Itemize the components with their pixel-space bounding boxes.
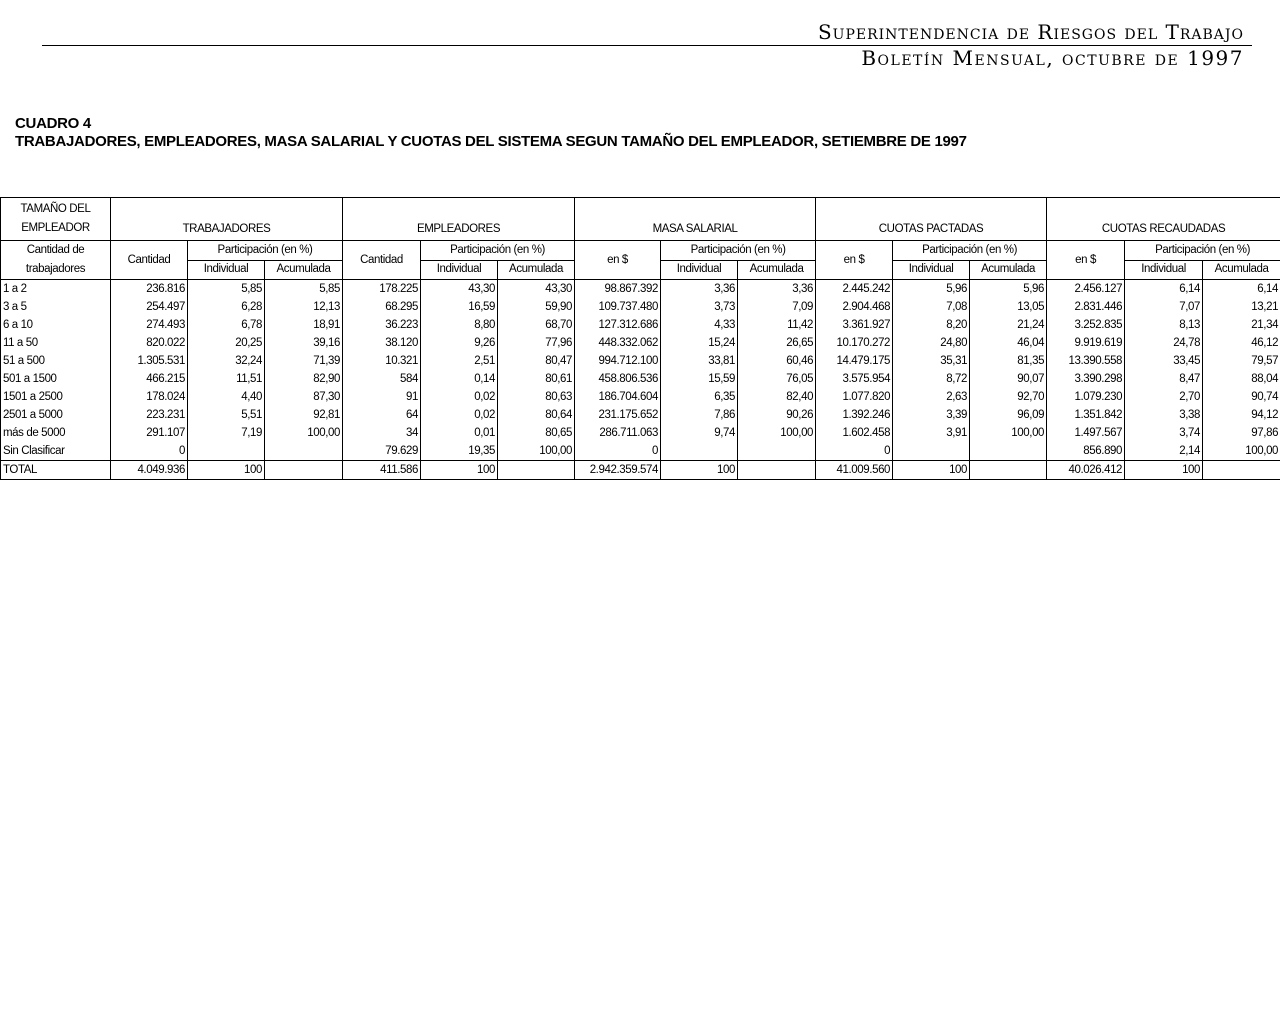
total-cell: 2.942.359.574 [575,461,661,480]
table-cell: 76,05 [738,370,816,388]
table-cell: 7,09 [738,298,816,316]
table-cell: 26,65 [738,334,816,352]
total-cell [265,461,343,480]
table-cell: 8,80 [421,316,498,334]
table-cell [661,442,738,461]
table-cell: 274.493 [111,316,188,334]
table-cell: 3,39 [893,406,970,424]
header-participacion: Participación (en %) [421,241,575,261]
header-cantidad: Cantidad [111,241,188,280]
table-cell: 10.321 [343,352,421,370]
table-cell: 90,07 [970,370,1047,388]
table-cell: 64 [343,406,421,424]
header-acumulada: Acumulada [738,260,816,280]
table-cell: 3.252.835 [1047,316,1125,334]
table-cell: 2.831.446 [1047,298,1125,316]
row-label: 6 a 10 [1,316,111,334]
header-individual: Individual [661,260,738,280]
table-cell: 60,46 [738,352,816,370]
organization-name: Superintendencia de Riesgos del Trabajo [817,20,1244,44]
table-cell: 68.295 [343,298,421,316]
table-cell: 82,90 [265,370,343,388]
table-cell [970,442,1047,461]
total-cell: 100 [188,461,265,480]
header-individual: Individual [421,260,498,280]
header-trabajadores: TRABAJADORES [111,198,343,241]
table-cell: 286.711.063 [575,424,661,442]
table-cell: 13,21 [1203,298,1280,316]
table-cell: 0,14 [421,370,498,388]
table-cell: 178.024 [111,388,188,406]
table-cell [738,442,816,461]
total-cell: 411.586 [343,461,421,480]
total-cell: 100 [421,461,498,480]
header-acumulada: Acumulada [498,260,575,280]
table-cell: 3.575.954 [816,370,893,388]
table-cell: 100,00 [970,424,1047,442]
header-individual: Individual [893,260,970,280]
table-cell: 2.456.127 [1047,280,1125,299]
table-cell: 109.737.480 [575,298,661,316]
table-cell: 97,86 [1203,424,1280,442]
table-cell: 90,26 [738,406,816,424]
table-cell: 8,20 [893,316,970,334]
header-en-pesos: en $ [816,241,893,280]
table-cell: 448.332.062 [575,334,661,352]
table-cell [188,442,265,461]
table-cell: 43,30 [421,280,498,299]
table-cell: 5,51 [188,406,265,424]
bulletin-edition: Boletín Mensual, octubre de 1997 [861,46,1244,70]
table-cell: 46,12 [1203,334,1280,352]
table-cell: 9,74 [661,424,738,442]
table-cell: 88,04 [1203,370,1280,388]
table-cell: 59,90 [498,298,575,316]
total-cell: 40.026.412 [1047,461,1125,480]
table-cell: 100,00 [1203,442,1280,461]
table-cell: 236.816 [111,280,188,299]
row-label: 501 a 1500 [1,370,111,388]
table-cell: 87,30 [265,388,343,406]
table-cell: 32,24 [188,352,265,370]
table-cell: 68,70 [498,316,575,334]
row-label: 2501 a 5000 [1,406,111,424]
table-cell: 79.629 [343,442,421,461]
table-cell [893,442,970,461]
table-row [1,316,1280,334]
table-cell: 92,81 [265,406,343,424]
table-cell: 1.079.230 [1047,388,1125,406]
header-cuotas-recaudadas: CUOTAS RECAUDADAS [1047,198,1280,241]
header-empleadores: EMPLEADORES [343,198,575,241]
table-cell: 80,61 [498,370,575,388]
table-cell: 94,12 [1203,406,1280,424]
masthead [42,14,1252,70]
table-cell: 71,39 [265,352,343,370]
table-cell: 1.305.531 [111,352,188,370]
table-cell: 18,91 [265,316,343,334]
table-cell: 33,81 [661,352,738,370]
table-cell: 43,30 [498,280,575,299]
table-cell: 3,38 [1125,406,1203,424]
table-cell: 81,35 [970,352,1047,370]
table-cell: 5,85 [265,280,343,299]
table-cell: 9.919.619 [1047,334,1125,352]
table-cell: 2,51 [421,352,498,370]
table-cell: 994.712.100 [575,352,661,370]
table-cell: 0 [575,442,661,461]
table-title: TRABAJADORES, EMPLEADORES, MASA SALARIAL Y CUOTAS DEL SISTEMA SEGUN TAMAÑO DEL EMPLEADOR, SETIEMBRE DE 1997 [15,133,967,150]
table-cell: 12,13 [265,298,343,316]
header-acumulada: Acumulada [1203,260,1280,280]
table-cell: 91 [343,388,421,406]
table-cell: 6,14 [1203,280,1280,299]
header-en-pesos: en $ [575,241,661,280]
table-cell: 13.390.558 [1047,352,1125,370]
table-row [1,334,1280,352]
table-row [1,352,1280,370]
row-label: más de 5000 [1,424,111,442]
table-cell: 90,74 [1203,388,1280,406]
table-cell: 820.022 [111,334,188,352]
table-row [1,442,1280,461]
total-cell: 4.049.936 [111,461,188,480]
table-cell: 21,34 [1203,316,1280,334]
header-individual: Individual [1125,260,1203,280]
header-participacion: Participación (en %) [661,241,816,261]
table-cell: 15,59 [661,370,738,388]
table-cell: 3.390.298 [1047,370,1125,388]
table-cell: 3.361.927 [816,316,893,334]
table-cell: 80,47 [498,352,575,370]
table-cell: 231.175.652 [575,406,661,424]
total-cell: 100 [893,461,970,480]
table-cell: 6,28 [188,298,265,316]
table-cell: 16,59 [421,298,498,316]
table-cell: 46,04 [970,334,1047,352]
total-row [1,461,1280,480]
table-row [1,406,1280,424]
total-cell [738,461,816,480]
table-cell: 38.120 [343,334,421,352]
table-cell: 15,24 [661,334,738,352]
row-label: 11 a 50 [1,334,111,352]
table-cell: 6,78 [188,316,265,334]
table-cell: 9,26 [421,334,498,352]
table-cell: 10.170.272 [816,334,893,352]
table-cell: 19,35 [421,442,498,461]
header-cantidad: Cantidad [343,241,421,280]
header-row-groups [1,198,1280,241]
table-cell: 466.215 [111,370,188,388]
table-cell: 8,13 [1125,316,1203,334]
table-cell: 1.392.246 [816,406,893,424]
row-label: 3 a 5 [1,298,111,316]
table-cell: 80,64 [498,406,575,424]
table-cell: 33,45 [1125,352,1203,370]
total-cell: 100 [1125,461,1203,480]
header-individual: Individual [188,260,265,280]
table-cell: 36.223 [343,316,421,334]
total-cell [1203,461,1280,480]
table-cell: 291.107 [111,424,188,442]
header-acumulada: Acumulada [970,260,1047,280]
table-cell: 0,02 [421,406,498,424]
table-cell: 7,86 [661,406,738,424]
table-cell: 24,80 [893,334,970,352]
table-cell: 100,00 [265,424,343,442]
row-label: 51 a 500 [1,352,111,370]
table-cell: 82,40 [738,388,816,406]
table-cell: 254.497 [111,298,188,316]
table-cell: 24,78 [1125,334,1203,352]
table-cell: 98.867.392 [575,280,661,299]
total-cell: 100 [661,461,738,480]
table-row [1,280,1280,299]
table-cell: 2.445.242 [816,280,893,299]
table-cell: 2.904.468 [816,298,893,316]
header-en-pesos: en $ [1047,241,1125,280]
header-cantidad-de-trabajadores: Cantidad de trabajadores [1,241,111,280]
header-participacion: Participación (en %) [1125,241,1280,261]
table-cell: 11,42 [738,316,816,334]
table-row [1,370,1280,388]
table-row [1,298,1280,316]
table-cell: 3,73 [661,298,738,316]
table-row [1,388,1280,406]
table-cell: 127.312.686 [575,316,661,334]
header-row-measures [1,241,1280,261]
header-cuotas-pactadas: CUOTAS PACTADAS [816,198,1047,241]
table-cell: 4,40 [188,388,265,406]
table-cell: 6,14 [1125,280,1203,299]
table-cell: 11,51 [188,370,265,388]
table-cell: 7,19 [188,424,265,442]
table-cell: 39,16 [265,334,343,352]
table-cell: 0 [111,442,188,461]
header-participacion: Participación (en %) [188,241,343,261]
header-masa-salarial: MASA SALARIAL [575,198,816,241]
table-cell: 5,85 [188,280,265,299]
total-cell [970,461,1047,480]
row-label: 1501 a 2500 [1,388,111,406]
table-cell: 1.602.458 [816,424,893,442]
header-tamano: TAMAÑO DEL EMPLEADOR [1,198,111,241]
header-acumulada: Acumulada [265,260,343,280]
table-cell: 0,02 [421,388,498,406]
table-row [1,424,1280,442]
total-cell: 41.009.560 [816,461,893,480]
table-cell: 8,47 [1125,370,1203,388]
table-cell: 178.225 [343,280,421,299]
row-label: Sin Clasificar [1,442,111,461]
table-cell: 5,96 [970,280,1047,299]
table-cell: 80,63 [498,388,575,406]
table-body [1,280,1280,480]
table-cell: 92,70 [970,388,1047,406]
table-cell: 100,00 [738,424,816,442]
table-cell: 5,96 [893,280,970,299]
table-cell: 3,36 [661,280,738,299]
table-cell: 7,07 [1125,298,1203,316]
table-cell: 223.231 [111,406,188,424]
table-cell: 2,63 [893,388,970,406]
header-participacion: Participación (en %) [893,241,1047,261]
table-cell: 1.497.567 [1047,424,1125,442]
table-cell: 100,00 [498,442,575,461]
table-number: CUADRO 4 [15,115,91,132]
table-cell: 21,24 [970,316,1047,334]
table-cell: 1.351.842 [1047,406,1125,424]
table-cell: 6,35 [661,388,738,406]
table-cell: 2,70 [1125,388,1203,406]
data-table [0,197,1280,480]
table-cell: 458.806.536 [575,370,661,388]
total-cell [498,461,575,480]
table-cell: 20,25 [188,334,265,352]
table-cell: 35,31 [893,352,970,370]
table-cell: 3,91 [893,424,970,442]
table-cell: 96,09 [970,406,1047,424]
table-cell: 77,96 [498,334,575,352]
table-cell: 3,36 [738,280,816,299]
table-cell: 7,08 [893,298,970,316]
table-cell: 1.077.820 [816,388,893,406]
table-cell: 186.704.604 [575,388,661,406]
table-cell: 79,57 [1203,352,1280,370]
table-cell: 584 [343,370,421,388]
table-cell: 0 [816,442,893,461]
table-cell: 2,14 [1125,442,1203,461]
table-heading [15,115,967,151]
table-cell: 80,65 [498,424,575,442]
table-cell [265,442,343,461]
table-cell: 0,01 [421,424,498,442]
table-cell: 4,33 [661,316,738,334]
table-cell: 8,72 [893,370,970,388]
table-cell: 14.479.175 [816,352,893,370]
total-label: TOTAL [1,461,111,480]
table-cell: 34 [343,424,421,442]
row-label: 1 a 2 [1,280,111,299]
table-cell: 3,74 [1125,424,1203,442]
table-cell: 856.890 [1047,442,1125,461]
table-cell: 13,05 [970,298,1047,316]
